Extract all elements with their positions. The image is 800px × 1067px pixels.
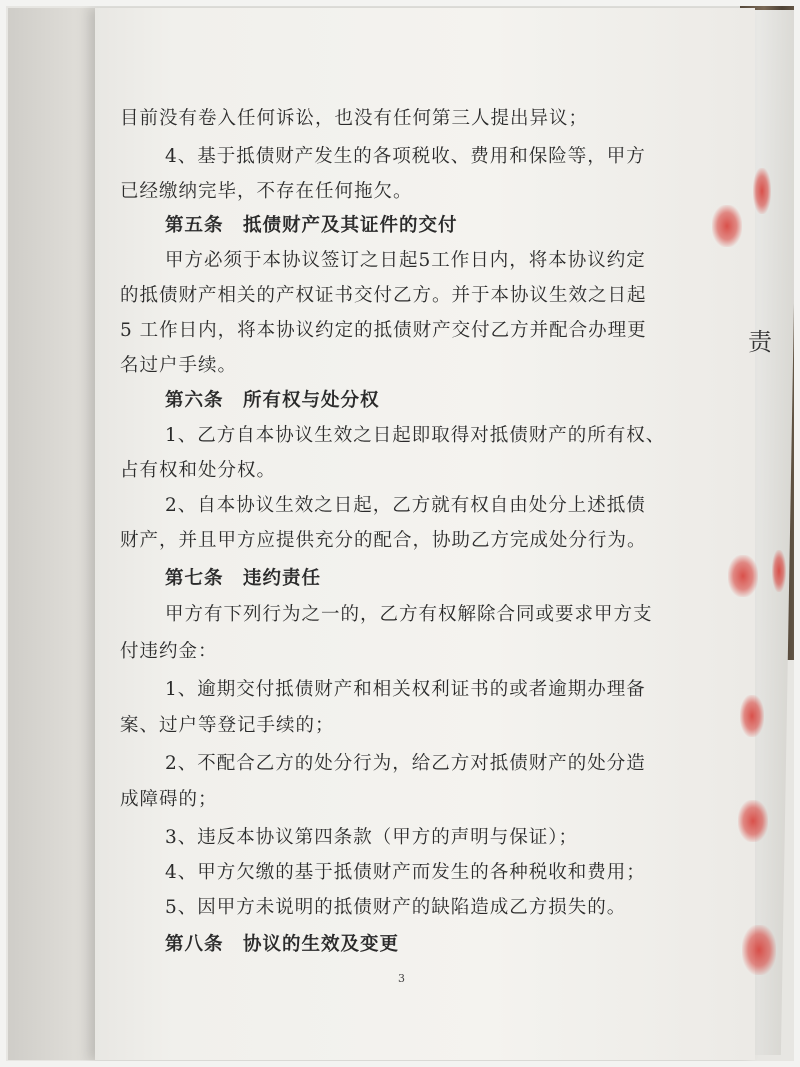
section-heading: 第七条 违约责任 [165,568,322,589]
section-heading: 第八条 协议的生效及变更 [165,934,400,955]
text-line: 成障碍的； [120,789,218,810]
text-line: 4、甲方欠缴的基于抵债财产而发生的各种税收和费用； [165,862,646,883]
text-line: 甲方有下列行为之一的，乙方有权解除合同或要求甲方支 [165,604,653,625]
text-line: 2、自本协议生效之日起，乙方就有权自由处分上述抵债 [165,495,646,516]
text-line: 的抵债财产相关的产权证书交付乙方。并于本协议生效之日起 [120,285,647,306]
text-line: 财产，并且甲方应提供充分的配合，协助乙方完成处分行为。 [120,530,647,551]
text-line: 3、违反本协议第四条款（甲方的声明与保证）； [165,827,579,848]
text-line: 5、因甲方未说明的抵债财产的缺陷造成乙方损失的。 [165,897,627,918]
text-line: 5 工作日内，将本协议约定的抵债财产交付乙方并配合办理更 [120,320,647,341]
text-line: 已经缴纳完毕，不存在任何拖欠。 [120,181,413,202]
text-line: 4、基于抵债财产发生的各项税收、费用和保险等，甲方 [165,146,646,167]
text-line: 付违约金： [120,641,218,662]
text-line: 2、不配合乙方的处分行为，给乙方对抵债财产的处分造 [165,753,646,774]
text-line: 案、过户等登记手续的； [120,715,335,736]
text-line: 1、乙方自本协议生效之日起即取得对抵债财产的所有权、 [165,425,666,446]
text-line: 目前没有卷入任何诉讼，也没有任何第三人提出异议； [120,108,589,129]
section-heading: 第五条 抵债财产及其证件的交付 [165,215,458,236]
section-heading: 第六条 所有权与处分权 [165,390,380,411]
text-line: 甲方必须于本协议签订之日起5工作日内，将本协议约定 [165,250,646,271]
text-line: 1、逾期交付抵债财产和相关权利证书的或者逾期办理备 [165,679,646,700]
margin-glyph: 责 [748,328,772,356]
text-line: 名过户手续。 [120,355,238,376]
text-line: 占有权和处分权。 [120,460,277,481]
page-number: 3 [398,972,405,985]
